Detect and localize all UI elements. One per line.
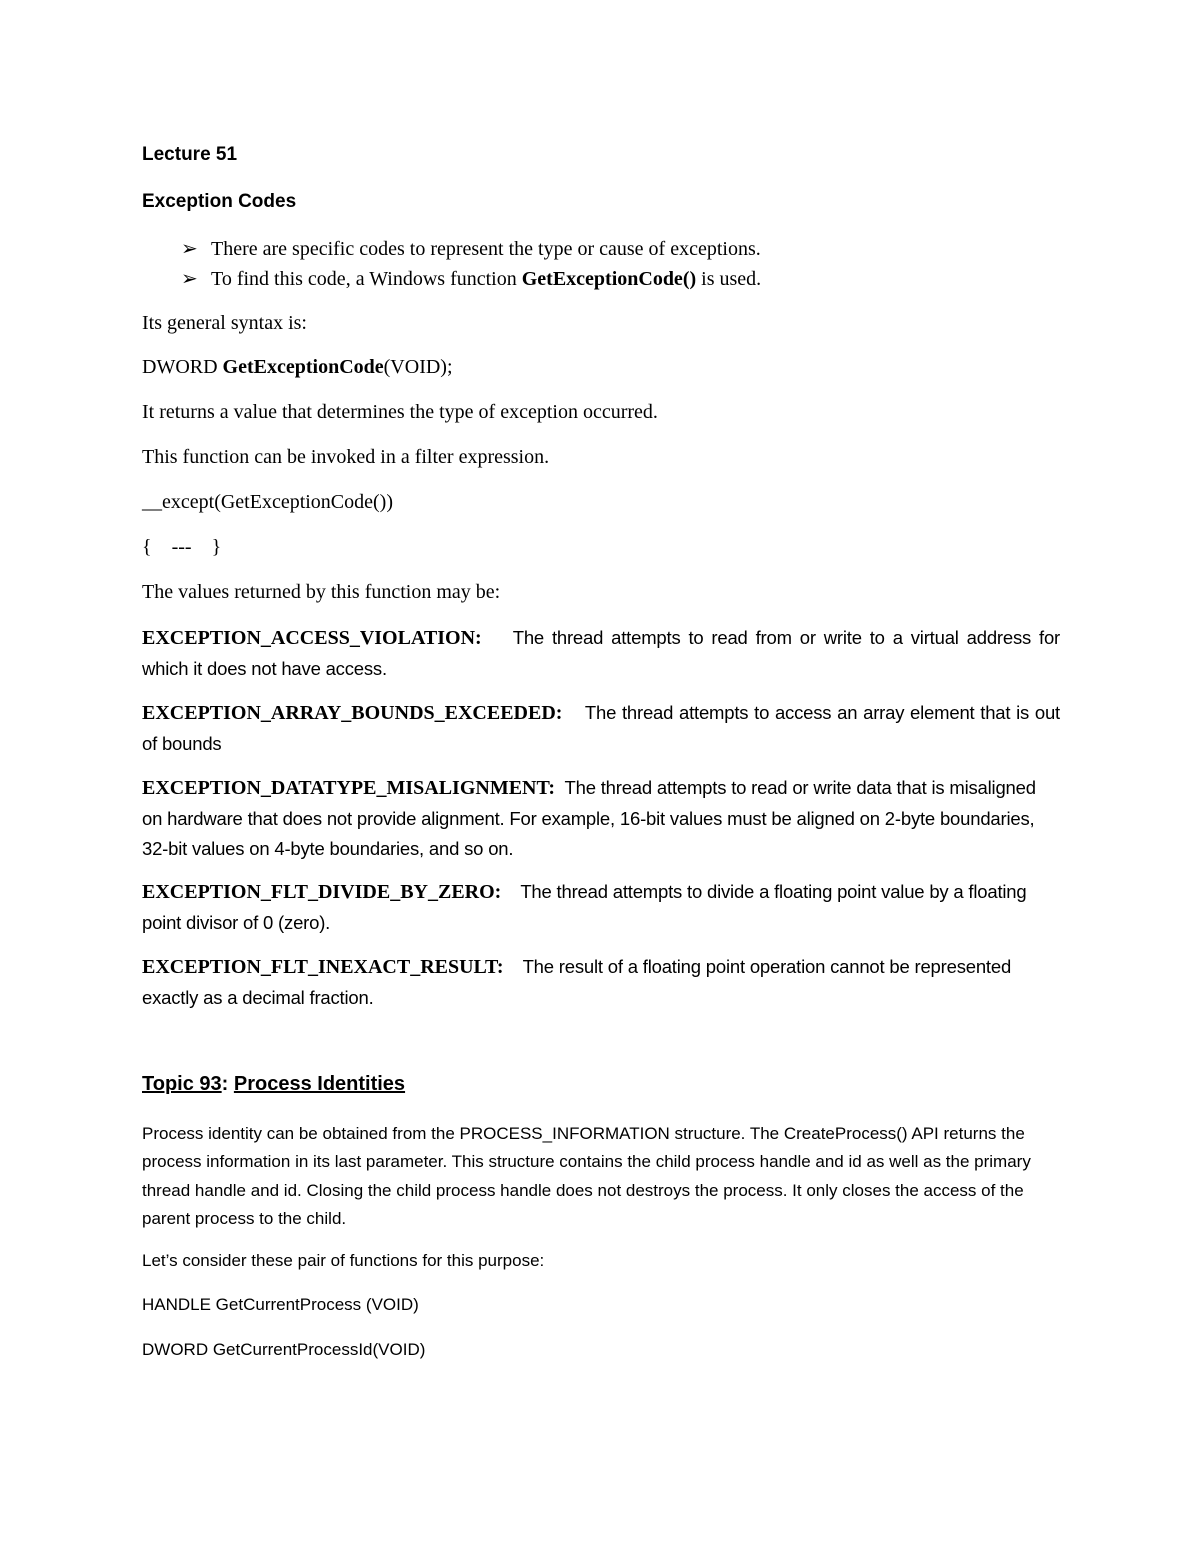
syntax-line	[142, 356, 453, 379]
filter-text: This function can be invoked in a filter expression.	[142, 446, 550, 468]
lecture-title: Lecture 51	[142, 144, 238, 165]
bullet-text-tail: is used.	[696, 268, 762, 290]
topic-heading	[142, 1073, 405, 1096]
exception-description: The thread attempts to access an array element that is out of bounds	[142, 702, 1060, 754]
topic-label: Topic 93	[142, 1073, 222, 1095]
syntax-suffix: (VOID);	[383, 356, 453, 378]
function-name: GetExceptionCode()	[521, 268, 697, 290]
bullet-item	[181, 236, 761, 261]
exception-entry	[142, 773, 1060, 865]
topic-separator: :	[221, 1073, 234, 1095]
exception-name: EXCEPTION_DATATYPE_MISALIGNMENT:	[142, 777, 555, 799]
exception-description: The thread attempts to read from or write to a virtual address for which it does not have access.	[142, 627, 1060, 679]
exception-description: The thread attempts to read or write data that is misaligned on hardware that does not provide alignment. For example, 16-bit values must be aligned on 2-byte boundaries, 32-bit values on 4-byte boundaries, and so on.	[142, 777, 1036, 859]
arrow-bullet-icon: ➢	[181, 268, 198, 290]
code-except: __except(GetExceptionCode())	[142, 491, 394, 513]
topic-title: Process Identities	[233, 1073, 406, 1095]
exception-name: EXCEPTION_ACCESS_VIOLATION:	[142, 627, 482, 649]
section-heading: Exception Codes	[142, 191, 297, 212]
syntax-function: GetExceptionCode	[222, 356, 384, 378]
bullet-text: To find this code, a Windows function	[211, 268, 522, 290]
arrow-bullet-icon: ➢	[181, 238, 198, 260]
syntax-prefix: DWORD	[142, 356, 223, 378]
exception-description: The thread attempts to divide a floating point value by a floating point divisor of 0 (zero).	[142, 881, 1027, 933]
process-paragraph: Process identity can be obtained from the PROCESS_INFORMATION structure. The CreateProcess() API returns the process information in its last parameter. This structure contains the child process handle and id as well as the primary thread handle and id. Closing the child process handle does not destroys the process. It only closes the access of the parent process to the child.	[142, 1124, 1031, 1228]
exception-entry	[142, 623, 1060, 684]
bullet-item	[181, 266, 761, 291]
exception-name: EXCEPTION_FLT_INEXACT_RESULT:	[142, 956, 504, 978]
function-line: HANDLE GetCurrentProcess (VOID)	[142, 1295, 419, 1314]
syntax-intro: Its general syntax is:	[142, 312, 307, 334]
exception-name: EXCEPTION_FLT_DIVIDE_BY_ZERO:	[142, 881, 502, 903]
returns-text: It returns a value that determines the type of exception occurred.	[142, 401, 658, 423]
values-intro: The values returned by this function may be:	[142, 581, 501, 603]
function-line: DWORD GetCurrentProcessId(VOID)	[142, 1340, 426, 1359]
exception-description: The result of a floating point operation cannot be represented exactly as a decimal fraction.	[142, 956, 1012, 1008]
code-block: { --- }	[142, 536, 222, 558]
consider-text: Let’s consider these pair of functions for this purpose:	[142, 1251, 545, 1270]
bullet-text: There are specific codes to represent the type or cause of exceptions.	[211, 238, 761, 260]
exception-name: EXCEPTION_ARRAY_BOUNDS_EXCEEDED:	[142, 702, 563, 724]
exception-entry	[142, 877, 1060, 938]
exception-entry	[142, 952, 1060, 1013]
exception-entry	[142, 698, 1060, 759]
